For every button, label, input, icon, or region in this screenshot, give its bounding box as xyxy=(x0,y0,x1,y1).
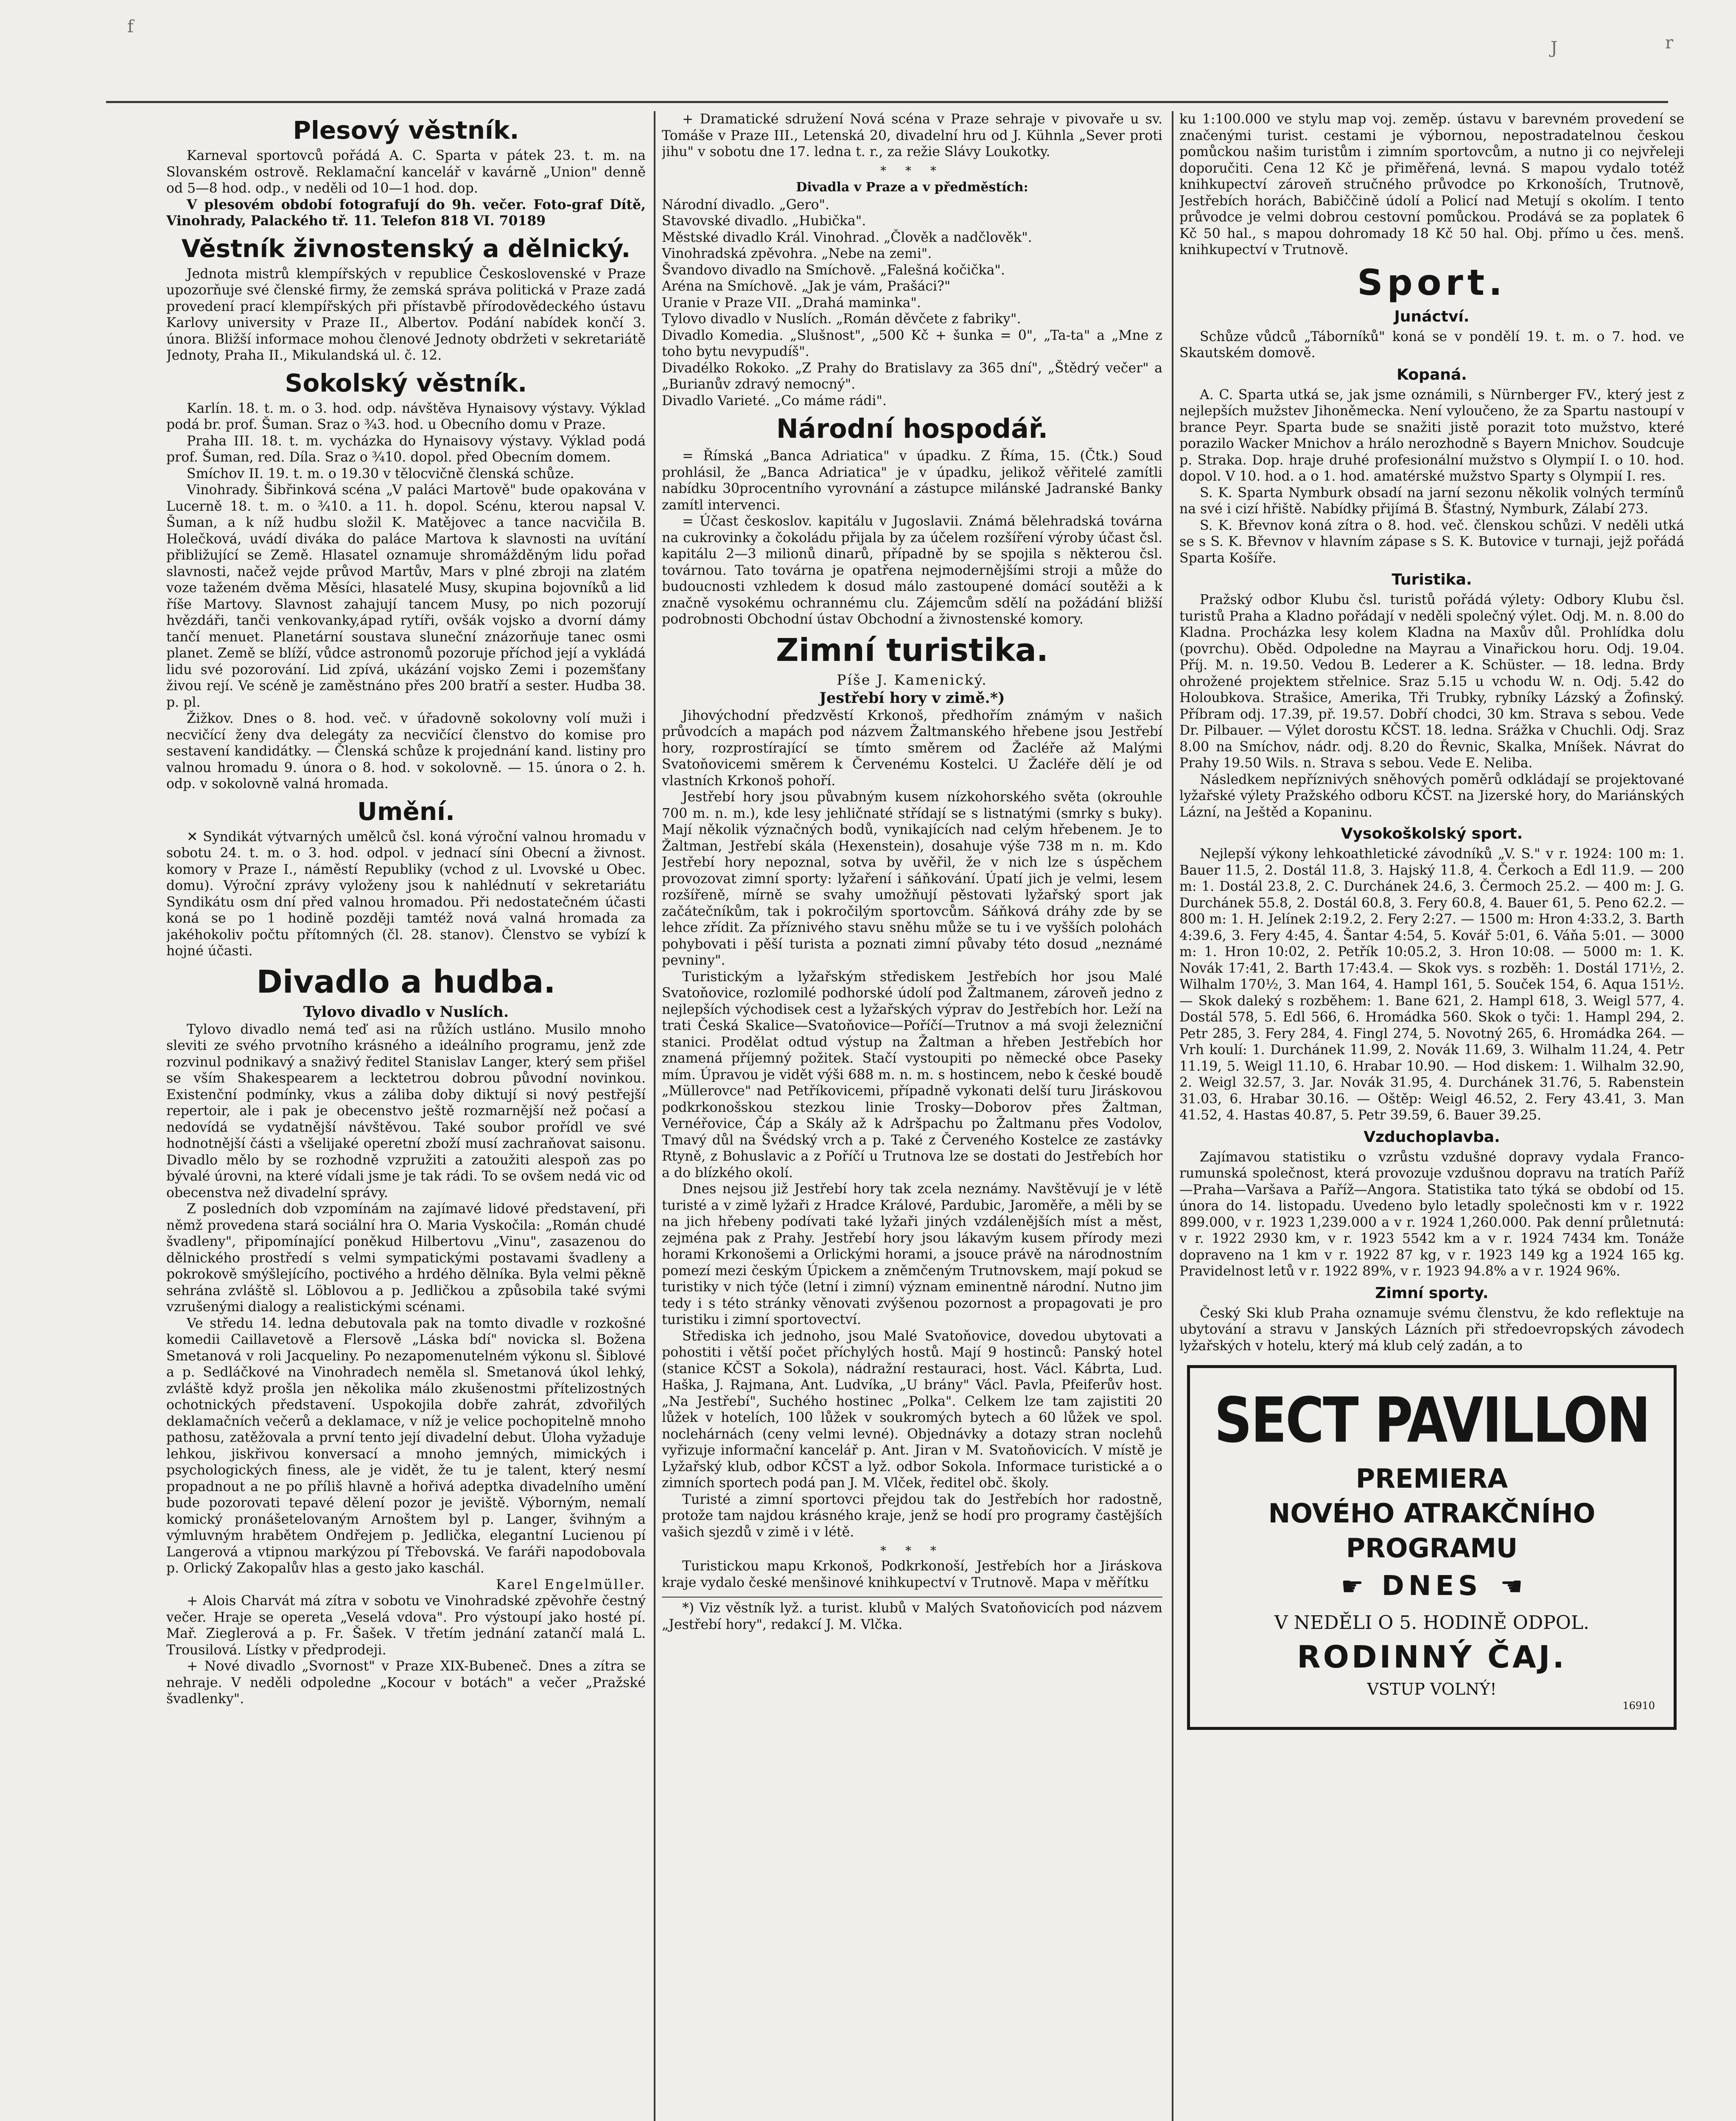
pointing-hand-right-icon: ☛ xyxy=(1495,1572,1523,1601)
sokol-p2: Praha III. 18. t. m. vycházka do Hynaisovy výstavy. Výklad podá prof. Šuman, red. Díla. Sraz o ¾10. dopol. před Obecním domem. xyxy=(166,433,646,465)
heading-zivnost: Věstník živnostenský a dělnický. xyxy=(181,234,631,263)
vzducho-p1: Zajímavou statistiku o vzrůstu vzdušné dopravy vydala Franco-rumunská společnost, která provozuje vzdušnou dopravu na tratích Paříž—Praha—Varšava a Paříž—Angora. Statistika tato týká se období od 15. února do 14. listopadu. Uvedeno bylo letadly společnosti km v r. 1922 899.000, v r. 1923 1,239.000 a v r. 1924 1,260.000. Pak denní průletnutá: v r. 1922 2930 km, v r. 1923 5542 km a v r. 1924 7434 km. Tonáže dopraveno na 1 km v r. 1922 87 kg, v r. 1923 149 kg a 1924 165 kg. Pravidelnost letů v r. 1922 89%, v r. 1923 94.8% a v r. 1924 96%. xyxy=(1179,1149,1684,1279)
margin-mark-right-2: r xyxy=(1665,33,1674,53)
section-narodni-hospodar xyxy=(662,448,1162,628)
sokol-p5: Žižkov. Dnes o 8. hod. več. v úřadovně sokolovny volí muži i necvičící ženy dva delegáty za necvičící členstvo do komise pro sestavení kandidátky. — Členská schůze k projednání kand. listiny pro valnou hromadu 9. února o 8. hod. v sokolovně. — 15. února o 2. h. odp. v sokolovně valná hromada. xyxy=(166,711,646,792)
repertoire-list xyxy=(662,197,1162,409)
turistika-p2: Následkem nepříznivých sněhových poměrů odkládají se projektované lyžařské výlety Pražského odboru KČST. na Jizerské hory, do Mariánských Lázní, na Ještěd a Kopaninu. xyxy=(1179,772,1684,820)
section-zimni-sporty xyxy=(1179,1305,1684,1354)
divadlo-p2: Z posledních dob vzpomínám na zajímavé lidové představení, při němž provedena stará sociální hra O. Maria Vyskočila: „Román chudé švadleny", připomínající poněkud Hilbertovu „Vinu", zasazenou do dělnického prostředí s velmi sympatickými postavami švadleny a pokrokově smýšlejícího, poctivého a hrdého dělníka. Byla velmi pěkně sehrána zvláště sl. Löblovou a p. Jedličkou a způsobila také svými vzrušenými dialogy a realistickými scénami. xyxy=(166,1201,646,1315)
heading-kopana: Kopaná. xyxy=(1397,366,1467,383)
repertoire-item: Městské divadlo Král. Vinohrad. „Člověk a nadčlověk". xyxy=(662,229,1032,245)
repertoire-item: Švandovo divadlo na Smíchově. „Falešná kočička". xyxy=(662,262,1005,278)
ad-premiera: PREMIERA xyxy=(1355,1463,1508,1494)
zimni-p6: Turisté a zimní sportovci přejdou tak do Jestřebích hor radostně, protože tam najdou krásného kraje, jenž se hodí pro programy častějších vašich sjezdů v zimě i v létě. xyxy=(662,1491,1162,1540)
repertoire-item: Národní divadlo. „Gero". xyxy=(662,197,830,213)
kopana-p1: A. C. Sparta utká se, jak jsme oznámili, s Nürnberger FV., který jest z nejlepších mužstev Jihoněmecka. Není vyloučeno, že za Spartu nastoupí v brance Peyr. Sparta bude se snažiti jistě porazit toto mužstvo, které porazilo Wacker Mnichov a hrálo nerozhodně s Bayern Mnichov. Soudcuje p. Straka. Dop. hraje druhé profesionální mužstvo s Olympií I. o 10. hod. dopol. V 10. hod. a o 1. hod. amatérské mužstvo Sparty s Olympií I. res. xyxy=(1179,387,1684,484)
zimni-p5: Střediska ich jednoho, jsou Malé Svatoňovice, dovedou ubytovati a pohostiti i větší počet příchylých hostů. Mají 9 hostinců: Panský hotel (stanice KČST a Sokola), nádražní restauraci, host. Václ. Kábrta, Lud. Haška, J. Rajmana, Ant. Ludvíka, „U brány" Václ. Pavla, Pfeiferův host. „Na Jestřebí", Suchého hostinec „Polka". Celkem lze tam zajistiti 20 lůžek v hotelích, 100 lůžek v soukromých bytech a 60 lůžek ve spol. noclehárnách (ceny velmi levné). Objednávky a dotazy stran noclehů vyřizuje informační kancelář p. Ant. Jiran v M. Svatoňovicích. V místě je Lyžařský klub, odbor KČST a lyž. odbor Sokola. Informace turistické a o zimních sportech podá pan J. M. Vlček, ředitel obč. školy. xyxy=(662,1328,1162,1491)
sokol-p3: Smíchov II. 19. t. m. o 19.30 v tělocvičně členská schůze. xyxy=(187,466,574,481)
section-turistika xyxy=(1179,592,1684,820)
column-2 xyxy=(662,111,1162,2121)
heading-divadlo: Divadlo a hudba. xyxy=(256,963,556,1000)
advertisement-sect-pavillon xyxy=(1187,1365,1677,1730)
divadlo-p3: Ve středu 14. ledna debutovala pak na tomto divadle v rozkošné komedii Caillavetově a Flersově „Láska bdí" novicka sl. Božena Smetanová v roli Jacqueliny. Po nezapomenutelném výkonu sl. Šiblové a p. Sedláčkové na Vinohradech neměla sl. Smetanová úkol lehký, zvláště když prošla jen několika málo zkušenostmi přítelizostných ochotnických představení. Uspokojila dobře zahrát, zdvořilých deklamačních večerů a deklamace, v níž je velice pochopitelně mnoho pathosu, zatěžovala a první tento její divadelní debut. Úloha vyžaduje lehkou, jiskřivou konversací a mnoho jemných, mimických i psychologických finess, ale je vidět, že tu je talent, který nesmí propadnout a ne po příliš hlavně a hořivá adeptka divadelního umění bude pozorovati tepavé dělení pozor je jeviště. Výborným, nemalí komický pronášetelovaným Arnoštem byl p. Langer, švihným a výmluvným hrabětem Ondřejem p. Jedlička, elegantní Lucienou pí Langerová a vtipnou markýzou pí Třebovská. Ve faráři napodobovala p. Orlický Zakopalův hlas a gesto jako kaschál. xyxy=(166,1315,646,1576)
mapa-p: Turistickou mapu Krkonoš, Podkrkonoší, Jestřebích hor a Jiráskova kraje vydalo české menšinové knihkupectví v Trutnově. Mapa v měřítku xyxy=(662,1559,1162,1590)
column-1 xyxy=(166,111,646,2121)
subheading-tylovo: Tylovo divadlo v Nuslích. xyxy=(303,1003,509,1021)
section-plesovy xyxy=(166,148,646,229)
column-rule-1 xyxy=(654,111,655,2121)
heading-narodni-hospodar: Národní hospodář. xyxy=(776,413,1048,444)
separator-stars-1: * * * xyxy=(880,163,944,178)
ad-rodinny-caj: RODINNÝ ČAJ. xyxy=(1297,1639,1567,1675)
heading-sport: Sport. xyxy=(1357,261,1506,303)
dramaticke-p: + Dramatické sdružení Nová scéna v Praze sehraje v pivovaře u sv. Tomáše v Praze III., Letenská 20, divadelní hru od J. Kühnla „Sever proti jihu" v sobotu dne 17. ledna t. r., za režie Slávy Loukotky. xyxy=(662,112,1162,159)
kopana-p3: S. K. Břevnov koná zítra o 8. hod. več. členskou schůzi. V neděli utká se s S. K. Břevnov v hlavním zápase s S. K. Butovice v turnaji, jejž pořádá Sparta Košíře. xyxy=(1179,518,1684,566)
repertoire-item: Vinohradská zpěvohra. „Nebe na zemi". xyxy=(662,246,932,261)
heading-vysokoskolsky: Vysokoškolský sport. xyxy=(1341,825,1523,842)
zimni-p2: Jestřebí hory jsou půvabným kusem nízkohorského světa (okrouhle 700 m. n. m.), kde lesy jehličnaté střídají se s listnatými (smrky s buky). Mají několik význačných bodů, vynikajících nad celým hřebenem. Je to Žaltman, Jestřebí skála (Hexenstein), dosahuje výše 738 m n. m. Kdo Jestřebí hory nepoznal, sotva by uvěřil, že v nich lze s úspěchem provozovat zimní sporty: lyžaření i sáňkování. Úpatí jich je velmi, lesem rozšířeně, mírně se svahy umožňují pěstovati lyžařský sport jak začátečníkům, tak i pokročilým sportovcům. Sáňková dráhy zde by se lehce zřídit. Za příznivého stavu sněhu může se tu i ve vyšších polohách pohybovati i pěší turista a poznati zimní půvaby této dosud „neznámé pevniny". xyxy=(662,789,1162,968)
heading-turistika: Turistika. xyxy=(1392,571,1472,588)
junactvi-p: Schůze vůdců „Táborníků" koná se v pondělí 19. t. m. o 7. hod. ve Skautském domově. xyxy=(1179,329,1684,361)
nh-p2: = Účast českoslov. kapitálu v Jugoslavii. Známá bělehradská továrna na cukrovinky a čokoládu přijala by za účelem rozšíření výroby účast čsl. kapitálu 2—3 milionů dinarů, případně by se spojila s některou čsl. továrnou. Tato továrna je opatřena nejmodernějšími stroji a může do budoucnosti vzhledem k dosud málo zastoupené domácí soutěži a k značně vysokému ochrannému clu. Zájemcům sdělí na požádání bližší podrobnosti Obchodní ústav Obchodní a živnostenské komory. xyxy=(662,514,1162,627)
divadlo-p4: + Alois Charvát má zítra v sobotu ve Vinohradské zpěvohře čestný večer. Hraje se opereta „Veselá vdova". Pro výstoupí jako hosté pí. Mař. Zieglerová a p. Fr. Šašek. V třetím jednání zatančí malá L. Trousilová. Lístky v předprodeji. xyxy=(166,1593,646,1658)
section-sokolsky xyxy=(166,400,646,792)
column-rule-2 xyxy=(1172,111,1173,2121)
plesovy-p2: V plesovém období fotografují do 9h. večer. Foto-graf Dítě, Vinohrady, Palackého tř. 11. Telefon 818 VI. 70189 xyxy=(166,196,646,229)
section-dramaticke xyxy=(662,111,1162,160)
ad-nedele: V NEDĚLI O 5. HODINĚ ODPOL. xyxy=(1274,1612,1590,1634)
repertoire-item: Stavovské divadlo. „Hubička". xyxy=(662,213,866,229)
ad-dnes-text: DNES xyxy=(1381,1570,1482,1602)
heading-zimni-sporty: Zimní sporty. xyxy=(1375,1284,1489,1302)
divadlo-p1: Tylovo divadlo nemá teď asi na růžích ustláno. Musilo mnoho sleviti ze svého prvotního krásného a ideálního programu, jenž zde rozvinul podnikavý a snaživý ředitel Stanislav Langer, který sem přišel se vším Shakespearem a lecktetrou dobrou původní novinkou. Existenční podmínky, vkus a záliba doby diktují si nový pestřejší repertoir, ale i pak je obecenstvo ještě rozmarnější než počasí a nedovídá se vydatnější návštěvou. Také soubor prořídl ve své hodnotnější části a všelijaké operetní zboží musí zachraňovat saisonu. Divadlo mělo by se rozhodně vzpružiti a zatoužiti alespoň zas po bývalé úrovni, na které vídali jsme je tak rádi. To se ovšem nedá vic od obecenstva než divadelní správy. xyxy=(166,1021,646,1200)
kopana-p2: S. K. Sparta Nymburk obsadí na jarní sezonu několik volných termínů na své i cizí hřiště. Nabídky přijímá B. Šťastný, Nymburk, Zálabí 273. xyxy=(1179,485,1684,517)
heading-zimni-turistika: Zimní turistika. xyxy=(776,632,1048,669)
ad-code: 16910 xyxy=(1622,1700,1655,1712)
divadlo-author: Karel Engelmüller. xyxy=(496,1577,646,1592)
repertoire-item: Divadélko Rokoko. „Z Prahy do Bratislavy za 365 dní", „Štědrý večer" a „Burianův zdravý nemocný". xyxy=(662,360,1162,392)
separator-stars-2: * * * xyxy=(880,1544,944,1558)
section-mapa xyxy=(662,1558,1162,1633)
section-umeni xyxy=(166,829,646,960)
section-mapa-cont xyxy=(1179,111,1684,258)
pointing-hand-left-icon: ☛ xyxy=(1341,1572,1368,1601)
plesovy-p1: Karneval sportovců pořádá A. C. Sparta v pátek 23. t. m. na Slovanském ostrově. Reklamační kancelář v kavárně „Union" denně od 5—8 hod. odp., v neděli od 10—1 hod. dop. xyxy=(166,148,646,196)
vysoko-p1: Nejlepší výkony lehkoathletické závodníků „V. S." v r. 1924: 100 m: 1. Bauer 11.5, 2. Dostál 11.8, 3. Hajský 11.8, 4. Čerkoch a Edl 11.9. — 200 m: 1. Dostál 23.8, 2. C. Durchánek 24.6, 3. Čermoch 25.2. — 400 m: J. G. Durchánek 55.8, 2. Dostál 60.8, 3. Fery 60.8, 4. Bauer 61, 5. Peno 62.2. — 800 m: 1. H. Jelínek 2:19.2, 2. Fery 2:27. — 1500 m: Hron 4:33.2, 3. Barth 4:39.6, 3. Fery 4:45, 4. Šantar 4:54, 5. Kovář 5:01, 6. Váňa 5:01. — 3000 m: 1. Hron 10:02, 2. Petřík 10:05.2, 3. Hron 10:08. — 5000 m: 1. K. Novák 17:41, 2. Barth 17:43.4. — Skok vys. s rozběh: 1. Dostál 171½, 2. Wilhalm 170½, 3. Man 164, 4. Hampl 161, 5. Souček 154, 6. Aqua 151½. — Skok daleký s rozběhem: 1. Bane 621, 2. Hampl 618, 3. Weigl 577, 4. Dostál 578, 5. Edl 566, 6. Hromádka 560. Skok o tyči: 1. Hampl 294, 2. Petr 285, 3. Fery 284, 4. Fingl 274, 5. Novotný 265, 6. Hromádka 264. — Vrh koulí: 1. Durchánek 11.99, 2. Novák 11.69, 3. Wilhalm 11.24, 4. Petr 11.19, 5. Weigl 11.10, 6. Hrabar 10.90. — Hod diskem: 1. Wilhalm 32.90, 2. Weigl 32.57, 3. Jar. Novák 31.95, 4. Durchánek 31.76, 5. Rabenstein 31.03, 6. Hrabar 30.16. — Oštěp: Weigl 46.52, 2. Fery 43.41, 3. Man 41.52, 4. Hastas 40.87, 5. Petr 39.59, 6. Bauer 39.25. xyxy=(1179,846,1684,1123)
column-3 xyxy=(1179,111,1684,2121)
margin-mark-left: f xyxy=(127,17,134,36)
section-kopana xyxy=(1179,387,1684,567)
section-zimni-turistika xyxy=(662,708,1162,1541)
section-vzduchoplavba xyxy=(1179,1149,1684,1280)
heading-vzduchoplavba: Vzduchoplavba. xyxy=(1364,1128,1500,1146)
subheading-jestrebi: Jestřebí hory v zimě.*) xyxy=(819,689,1005,707)
repertoire-item: Tylovo divadlo v Nuslích. „Román děvčete z fabriky". xyxy=(662,311,1021,327)
heading-repertoar: Divadla v Praze a v předměstích: xyxy=(796,179,1028,195)
zivnost-p1: Jednota mistrů klempířských v republice Československé v Praze upozorňuje své členské firmy, že zemská správa politická v Praze zadá provedení prací klempířských při přístavbě přírodovědeckého ústavu Karlovy university v Praze II., Albertov. Podání nabídek končí 3. února. Bližší informace mohou členové Jednoty obdržeti v sekretariátě Jednoty, Praha II., Mikulandská ul. č. 12. xyxy=(166,266,646,363)
repertoire-item: Divadlo Komedia. „Slušnost", „500 Kč + šunka = 0", „Ta-ta" a „Mne z toho bytu nevypudíš". xyxy=(662,327,1162,359)
ad-vstup: VSTUP VOLNÝ! xyxy=(1367,1680,1497,1698)
ad-noveho: NOVÉHO ATRAKČNÍHO xyxy=(1268,1498,1596,1529)
top-rule xyxy=(106,101,1668,103)
zimni-p4: Dnes nejsou již Jestřebí hory tak zcela neznámy. Navštěvují je v létě turisté a v zimě lyžaři z Hradce Králové, Pardubic, Jaroměře, a měli by se na jich hřebeny podívati také lyžaři jiných vzdálenějších míst a měst, zejména pak z Prahy. Jestřebí hory jsou lákavým kusem přírody mezi horami Krkonošemi a Orlickými horami, a jsouce právě na národnostním pomezí mezi českým Úpickem a zněmčeným Trutnovskem, mají pokud se turistiky v nich týče (letní i zimní) význam eminentně národní. Nutno jim tedy i s této stránky věnovati zvýšenou pozornost a propagovati je pro turistiku i zimní sportovectví. xyxy=(662,1181,1162,1327)
zimni-p3: Turistickým a lyžařským střediskem Jestřebích hor jsou Malé Svatoňovice, rozlomilé podhorské údolí pod Žaltmanem, zároveň jedno z nejlepších východisek cest a lyžařských výprav do Jestřebích hor. Leží na trati Česká Skalice—Svatoňovice—Poříčí—Trutnov a má svoji železniční stanici. Prodělat odtud výstup na Žaltman a hřeben Jestřebích hor znamená příjemný požitek. Stačí vystoupiti po německé obce Paseky mím. Úpravou je vidět výši 688 m. n. m. s hostincem, nebo k české boudě „Müllerovce" nad Petříkovicemi, případně vykonati delší turu Jiráskovou podkrkonošskou stezkou linie Trosky—Doborov přes Žaltman, Vernéřovice, Čáp a Skály až k Adršpachu po Žaltmanu přes Vodolov, Tmavý důl na Švédský vrch a p. Také z Červeného Kostelce ze zastávky Rtyně, z Bohuslavic a z Poříčí u Trutnova lze se dostati do Jestřebích hor a do blízkého okolí. xyxy=(662,969,1162,1181)
ad-dnes xyxy=(1198,1566,1665,1607)
zimni-p1: Jihovýchodní předzvěstí Krkonoš, předhořím známým v našich průvodcích a mapách pod názvem Žaltmanského hřebene jsou Jestřebí hory, rozprostírající se tímto směrem od Žacléře až Malými Svatoňovicemi směrem k Červenému Kostelci. U Žacléře dělí je od vlastních Krkonoš pohoří. xyxy=(662,708,1162,789)
margin-mark-right-1: J xyxy=(1551,38,1558,58)
divadlo-p5: + Nové divadlo „Svornost" v Praze XIX-Bubeneč. Dnes a zítra se nehraje. V neděli odpoledne „Kocour v botách" a večer „Pražské švadlenky". xyxy=(166,1659,646,1707)
byline: Píše J. Kamenický. xyxy=(837,671,988,688)
ad-programu: PROGRAMU xyxy=(1346,1533,1518,1564)
turistika-p1: Pražský odbor Klubu čsl. turistů pořádá výlety: Odbory Klubu čsl. turistů Praha a Kladno pořádají v neděli společný výlet. Odj. M. n. 8.00 do Kladna. Procházka lesy kolem Kladna na Maxův důl. Prohlídka dolu (povrchu). Oběd. Odpoledne na Mayrau a Vinařickou horu. Odj. 19.04. Příj. M. n. 19.50. Vedou B. Lederer a K. Schüster. — 18. ledna. Brdy ohrožené projektem střelnice. Sraz 5.15 u vchodu W. n. Odj. 5.42 do Holoubkova. Strašice, Amerika, Tři Trubky, rybníky Lázský a Žofinský. Příbram odj. 17.39, př. 19.57. Dobří chodci, 30 km. Strava s sebou. Vede Dr. Pilbauer. — Výlet dorostu KČST. 18. ledna. Srážka v Chuchli. Odj. Sraz 8.00 na Smíchov, nádr. odj. 8.20 do Řevnic, Skalka, Mníšek. Návrat do Prahy 19.50 Wils. n. Strava s sebou. Vede E. Neliba. xyxy=(1179,592,1684,771)
section-vysokoskolsky xyxy=(1179,846,1684,1124)
sokol-p1: Karlín. 18. t. m. o 3. hod. odp. návštěva Hynaisovy výstavy. Výklad podá br. prof. Šuman. Sraz o ¾3. hod. u Obecního domu v Praze. xyxy=(166,400,646,432)
section-zivnost xyxy=(166,266,646,364)
mapa-cont-p: ku 1:100.000 ve stylu map voj. zeměp. ústavu v barevném provedení se značenými turist. cestami je výbornou, nepostradatelnou českou pomůckou našim turistům i zimním sportovcům, a nutno ji co nejvřeleji doporučiti. Cena 12 Kč je přiměřená, levná. S mapou vydalo totéž knihkupectví zároveň stručného průvodce po Krkonoších, Trutnově, Jestřebích horách, Babiččině údolí a Policí nad Metují s okolím. I tento průvodce je velmi dobrou cestovní pomůckou. Prodává se za poplatek 6 Kč 50 hal., s mapou dohromady 18 Kč 50 hal. Obj. přímo u čes. menš. knihkupectví v Trutnově. xyxy=(1179,112,1684,257)
nh-p1: = Římská „Banca Adriatica" v úpadku. Z Říma, 15. (Čtk.) Soud prohlásil, že „Banca Adriatica" je v úpadku, jelikož věřitelé zamítli nabídku 30procentního vyrovnání a zástupce milánské Jadranské Banky zamítl intervenci. xyxy=(662,448,1162,513)
heading-sokolsky: Sokolský věstník. xyxy=(285,368,527,397)
heading-plesovy: Plesový věstník. xyxy=(293,116,519,145)
repertoire-item: Divadlo Varieté. „Co máme rádi". xyxy=(662,393,887,409)
sokol-p4: Vinohrady. Šibřinková scéna „V paláci Martově" bude opakována v Lucerně 18. t. m. o ¾10. a 11. h. dopol. Scénu, kterou napsal V. Šuman, a k níž hudbu složil K. Matějovec a tance nacvičila B. Holečková, uvádí diváka do paláce Martova k slavnosti na uvítání přibližující se Země. Hlasatel oznamuje shromážděným lidu pořad slavnosti, načež vejde průvod Martův, Mars v plné zbroji na zlatém voze taženém dvěma Měsíci, hlasatelé Musy, skupina bojovníků a lid říše Martovy. Slavnost zahajují tancem Musy, po nich pozorují hvězdáři, tanči venkovanky,ápad rytíři, ovšák vojsko a dvorní dámy tančí menuet. Planetární soustava sluneční znázorňuje tanec osmi planet. Země se blíží, vůdce astronomů pozoruje příchod její a vykládá lidu své pozorování. Lid zpívá, ukázání vojsko Zemi i pozemšťany živou rejí. Ve scéně je zaměstnáno přes 200 bratří a sester. Hudba 38. p. pl. xyxy=(166,482,646,710)
heading-junactvi: Junáctví. xyxy=(1394,308,1470,325)
repertoire-item: Uranie v Praze VII. „Drahá maminka". xyxy=(662,295,921,311)
footnote: *) Viz věstník lyž. a turist. klubů v Malých Svatoňovicích pod názvem „Jestřebí hory", redakcí J. M. Vlčka. xyxy=(662,1597,1162,1633)
umeni-p1: ✕ Syndikát výtvarných umělců čsl. koná výroční valnou hromadu v sobotu 24. t. m. o 3. hod. odpol. v jednací síni Obecní a živnost. komory v Praze I., náměstí Republiky (vchod z ul. Lvovské u Obec. domu). Výroční zprávy vyloženy jsou k nahlédnutí v sekretariátu Syndikátu osm dní před valnou hromadou. Při nedostatečném účasti koná se po 1 hodině později tamtéž nová valná hromada za jakéhokoliv počtu přítomných (čl. 28. stanov). Členstvo se vybízí k hojné účasti. xyxy=(166,829,646,959)
section-junactvi xyxy=(1179,329,1684,361)
ad-title: SECT PAVILLON xyxy=(1214,1385,1649,1457)
zimnisporty-p1: Český Ski klub Praha oznamuje svému členstvu, že kdo reflektuje na ubytování a stravu v Janských Lázních při středoevropských závodech lyžařských v hotelu, který má klub celý zadán, a to xyxy=(1179,1305,1684,1354)
repertoire-item: Aréna na Smíchově. „Jak je vám, Prašáci?" xyxy=(662,279,951,294)
heading-umeni: Umění. xyxy=(357,797,455,826)
section-divadlo xyxy=(166,1021,646,1707)
